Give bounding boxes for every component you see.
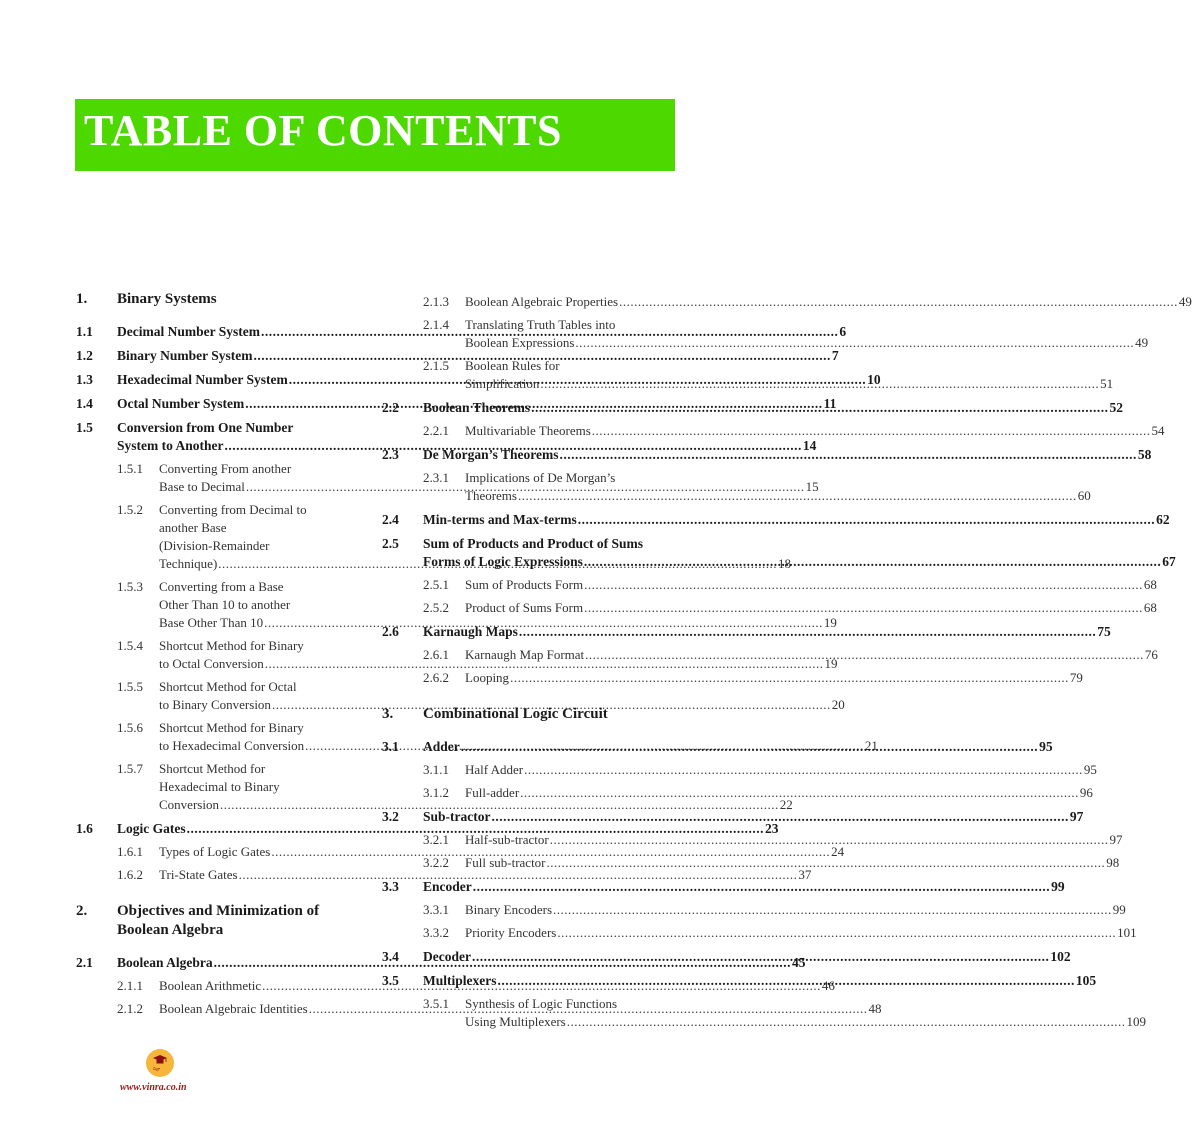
toc-title: Theorems <box>465 488 517 503</box>
toc-title: Multiplexers <box>423 973 497 988</box>
page-number: 21 <box>864 738 878 753</box>
page-number: 46 <box>821 978 835 993</box>
toc-title: Base to Decimal <box>159 479 245 494</box>
toc-title: Karnaugh Map Format <box>465 647 585 662</box>
toc-title: Other Than 10 to another <box>159 597 291 612</box>
page-number: 95 <box>1039 739 1053 754</box>
page-number: 49 <box>1178 294 1192 309</box>
toc-number: 3.4 <box>382 949 399 964</box>
page-number: 102 <box>1050 949 1071 964</box>
page-number: 10 <box>867 372 881 387</box>
dot-leader <box>559 446 1136 464</box>
toc-title: System to Another <box>117 438 224 453</box>
toc-title: Shortcut Method for <box>159 761 266 776</box>
toc-number: 3. <box>382 706 394 722</box>
toc-number: 2.6.2 <box>423 670 449 685</box>
dot-leader <box>524 761 1083 779</box>
page-number: 97 <box>1069 809 1084 824</box>
toc-number: 3.3.2 <box>423 925 449 940</box>
toc-number: 2.5.2 <box>423 600 449 615</box>
page-number: 7 <box>831 348 839 363</box>
page-number: 19 <box>823 615 837 630</box>
toc-number: 2.2.1 <box>423 423 449 438</box>
toc-title: Converting from a Base <box>159 579 284 594</box>
toc-number: 1.5.5 <box>117 679 143 694</box>
page-number: 23 <box>765 821 779 836</box>
toc-title: Min-terms and Max-terms <box>423 512 577 527</box>
toc-title: Boolean Algebraic Properties <box>465 294 619 309</box>
dot-leader <box>553 901 1112 919</box>
toc-title: Product of Sums Form <box>465 600 584 615</box>
toc-number: 1.5.4 <box>117 638 143 653</box>
toc-number: 2.1.1 <box>117 978 143 993</box>
title-banner <box>75 99 675 171</box>
dot-leader <box>584 553 1161 571</box>
dot-leader <box>540 375 1099 393</box>
page-number: 48 <box>868 1001 882 1016</box>
toc-number: 3.1 <box>382 739 399 754</box>
website-url[interactable]: www.vinra.co.in <box>120 1082 187 1093</box>
toc-title: Logic Gates <box>117 821 186 836</box>
page-number: 11 <box>823 396 837 411</box>
toc-number: 2.5 <box>382 536 399 551</box>
page-number: 54 <box>1151 423 1165 438</box>
toc-number: 1.6.1 <box>117 844 143 859</box>
dot-leader <box>519 623 1096 641</box>
toc-section[interactable] <box>382 808 1084 826</box>
toc-title: Using Multiplexers <box>465 1014 566 1029</box>
toc-title: another Base <box>159 520 227 535</box>
toc-title: Octal Number System <box>117 396 245 411</box>
toc-number: 1.5.2 <box>117 502 143 517</box>
toc-number: 3.2 <box>382 809 399 824</box>
toc-title: Boolean Expressions <box>465 335 575 350</box>
toc-number: 2.4 <box>382 512 399 527</box>
toc-section[interactable] <box>382 878 1065 896</box>
toc-number: 2. <box>76 903 88 919</box>
toc-chapter[interactable] <box>382 705 672 724</box>
toc-number: 1.5.1 <box>117 461 143 476</box>
dot-leader <box>578 511 1155 529</box>
toc-sub[interactable] <box>382 854 1120 872</box>
page-number: 22 <box>779 797 793 812</box>
dot-leader <box>473 878 1050 896</box>
page-number: 45 <box>792 955 806 970</box>
toc-number: 2.2 <box>382 400 399 415</box>
dot-leader <box>492 808 1069 826</box>
toc-number: 1.6 <box>76 821 93 836</box>
toc-number: 2.1 <box>76 955 93 970</box>
page-number: 75 <box>1097 624 1111 639</box>
page-number: 68 <box>1143 577 1157 592</box>
toc-title: Half-sub-tractor <box>465 832 549 847</box>
dot-leader <box>461 738 1038 756</box>
page-number: 24 <box>831 844 845 859</box>
toc-number: 1.2 <box>76 348 93 363</box>
dot-leader <box>584 576 1143 594</box>
toc-sub[interactable] <box>382 831 1123 849</box>
toc-number: 1.6.2 <box>117 867 143 882</box>
toc-number: 3.3.1 <box>423 902 449 917</box>
toc-number: 1.3 <box>76 372 93 387</box>
page-number: 98 <box>1106 855 1120 870</box>
page-number: 67 <box>1162 554 1176 569</box>
toc-title: to Binary Conversion <box>159 697 271 712</box>
toc-title: Boolean Theorems <box>423 400 531 415</box>
dot-leader <box>510 669 1069 687</box>
toc-section[interactable] <box>76 347 839 365</box>
toc-sub[interactable] <box>382 422 1165 440</box>
dot-leader <box>584 599 1143 617</box>
toc-title: Multivariable Theorems <box>465 423 591 438</box>
toc-title: Synthesis of Logic Functions <box>465 996 618 1011</box>
toc-section[interactable] <box>382 511 1170 529</box>
toc-title: Binary Encoders <box>465 902 553 917</box>
toc-title: Shortcut Method for Binary <box>159 638 304 653</box>
dot-leader <box>585 646 1144 664</box>
toc-number: 1.1 <box>76 324 93 339</box>
vinra-logo <box>146 1049 174 1077</box>
page-number: 109 <box>1126 1014 1146 1029</box>
toc-number: 3.5.1 <box>423 996 449 1011</box>
page-number: 68 <box>1143 600 1157 615</box>
page-number: 60 <box>1077 488 1091 503</box>
toc-title: Translating Truth Tables into <box>465 317 616 332</box>
toc-number: 1.5.6 <box>117 720 143 735</box>
dot-leader <box>557 924 1116 942</box>
toc-title: Sum of Products Form <box>465 577 584 592</box>
toc-number: 2.1.5 <box>423 358 449 373</box>
toc-number: 3.2.1 <box>423 832 449 847</box>
page-number: 62 <box>1156 512 1170 527</box>
toc-title: Binary Number System <box>117 348 253 363</box>
toc-title: Boolean Algebra <box>117 922 224 938</box>
toc-sub[interactable] <box>382 924 1137 942</box>
toc-title: Boolean Rules for <box>465 358 560 373</box>
toc-title: Adder <box>423 739 460 754</box>
page-number: 95 <box>1083 762 1097 777</box>
page-number: 101 <box>1117 925 1137 940</box>
toc-sub[interactable] <box>382 784 1093 802</box>
toc-title: Decimal Number System <box>117 324 260 339</box>
toc-title: Boolean Algebraic Identities <box>159 1001 308 1016</box>
page-number: 14 <box>802 438 817 453</box>
toc-section[interactable] <box>382 623 1111 641</box>
toc-title: Looping <box>465 670 510 685</box>
page-number: 18 <box>778 556 792 571</box>
toc-number: 3.1.2 <box>423 785 449 800</box>
toc-title: Encoder <box>423 879 472 894</box>
toc-title: Converting from Decimal to <box>159 502 307 517</box>
toc-sub[interactable] <box>76 866 812 884</box>
page-number: 99 <box>1112 902 1126 917</box>
page-number: 76 <box>1144 647 1158 662</box>
toc-sub[interactable] <box>76 843 845 861</box>
page-number: 15 <box>805 479 819 494</box>
toc-title: Tri-State Gates <box>159 867 238 882</box>
page-number: 37 <box>798 867 812 882</box>
dot-leader <box>472 948 1049 966</box>
toc-title: Boolean Algebra <box>117 955 213 970</box>
toc-title: Shortcut Method for Octal <box>159 679 297 694</box>
dot-leader <box>547 854 1106 872</box>
toc-title: Simplification <box>465 376 540 391</box>
toc-title: Binary Systems <box>117 291 217 307</box>
page-number: 97 <box>1109 832 1123 847</box>
toc-number: 2.3.1 <box>423 470 449 485</box>
dot-leader <box>575 334 1134 352</box>
toc-section[interactable] <box>76 820 779 838</box>
toc-title: to Hexadecimal Conversion <box>159 738 305 753</box>
toc-chapter[interactable] <box>76 902 361 940</box>
toc-sub[interactable] <box>382 669 1083 687</box>
toc-number: 2.1.4 <box>423 317 449 332</box>
toc-number: 3.1.1 <box>423 762 449 777</box>
toc-number: 1.5.3 <box>117 579 143 594</box>
toc-title: to Octal Conversion <box>159 656 264 671</box>
toc-title: Full-adder <box>465 785 520 800</box>
toc-sub[interactable] <box>382 576 1157 594</box>
toc-title: Converting From another <box>159 461 292 476</box>
page-number: 19 <box>824 656 838 671</box>
toc-title: Technique) <box>159 556 218 571</box>
page-number: 49 <box>1135 335 1149 350</box>
toc-title: Priority Encoders <box>465 925 557 940</box>
toc-number: 1.4 <box>76 396 93 411</box>
toc-title: Combinational Logic Circuit <box>423 706 608 722</box>
dot-leader <box>567 1013 1126 1031</box>
toc-title: Conversion from One Number <box>117 420 294 435</box>
toc-number: 2.1.3 <box>423 294 449 309</box>
toc-chapter[interactable] <box>76 290 361 309</box>
page-number: 52 <box>1109 400 1124 415</box>
dot-leader <box>619 293 1178 311</box>
page-number: 20 <box>831 697 845 712</box>
toc-sub[interactable] <box>382 599 1157 617</box>
dot-leader <box>520 784 1079 802</box>
toc-number: 2.3 <box>382 447 399 462</box>
toc-title: Objectives and Minimization of <box>117 903 320 919</box>
toc-title: Sub-tractor <box>423 809 491 824</box>
toc-title: (Division-Remainder <box>159 538 270 553</box>
dot-leader <box>498 972 1075 990</box>
toc-title: De Morgan’s Theorems <box>423 447 559 462</box>
dot-leader <box>550 831 1109 849</box>
page-number: 58 <box>1137 447 1152 462</box>
toc-title: Full sub-tractor <box>465 855 546 870</box>
toc-title: Forms of Logic Expressions <box>423 554 583 569</box>
logo-caption: విన్రా <box>153 1066 160 1071</box>
toc-title: Half Adder <box>465 762 524 777</box>
page-number: 99 <box>1051 879 1065 894</box>
page-number: 51 <box>1100 376 1114 391</box>
toc-number: 1.5 <box>76 420 93 435</box>
toc-number: 2.5.1 <box>423 577 449 592</box>
page-number: 6 <box>839 324 847 339</box>
dot-leader <box>592 422 1151 440</box>
toc-title: Boolean Arithmetic <box>159 978 262 993</box>
toc-sub[interactable] <box>382 316 1149 352</box>
page-number: 105 <box>1075 973 1097 988</box>
toc-sub[interactable] <box>382 901 1126 919</box>
toc-number: 3.3 <box>382 879 399 894</box>
dot-leader <box>531 399 1108 417</box>
toc-title: Implications of De Morgan’s <box>465 470 616 485</box>
toc-section[interactable] <box>382 446 1152 464</box>
toc-title: Types of Logic Gates <box>159 844 271 859</box>
toc-title: Conversion <box>159 797 219 812</box>
toc-number: 2.6.1 <box>423 647 449 662</box>
toc-number: 1. <box>76 291 88 307</box>
dot-leader <box>518 487 1077 505</box>
toc-sub[interactable] <box>382 293 1192 311</box>
toc-number: 1.5.7 <box>117 761 143 776</box>
toc-title: Base Other Than 10 <box>159 615 264 630</box>
toc-title: Decoder <box>423 949 471 964</box>
toc-number: 2.6 <box>382 624 399 639</box>
toc-number: 2.1.2 <box>117 1001 143 1016</box>
page-title: TABLE OF CONTENTS <box>84 106 562 155</box>
page-number: 96 <box>1079 785 1093 800</box>
toc-title: Hexadecimal to Binary <box>159 779 280 794</box>
toc-number: 3.5 <box>382 973 399 988</box>
graduation-cap-icon <box>153 1055 167 1065</box>
toc-title: Sum of Products and Product of Sums <box>423 536 644 551</box>
toc-sub[interactable] <box>382 761 1097 779</box>
toc-title: Shortcut Method for Binary <box>159 720 304 735</box>
page-number: 79 <box>1069 670 1083 685</box>
toc-number: 3.2.2 <box>423 855 449 870</box>
toc-title: Hexadecimal Number System <box>117 372 288 387</box>
toc-title: Karnaugh Maps <box>423 624 518 639</box>
